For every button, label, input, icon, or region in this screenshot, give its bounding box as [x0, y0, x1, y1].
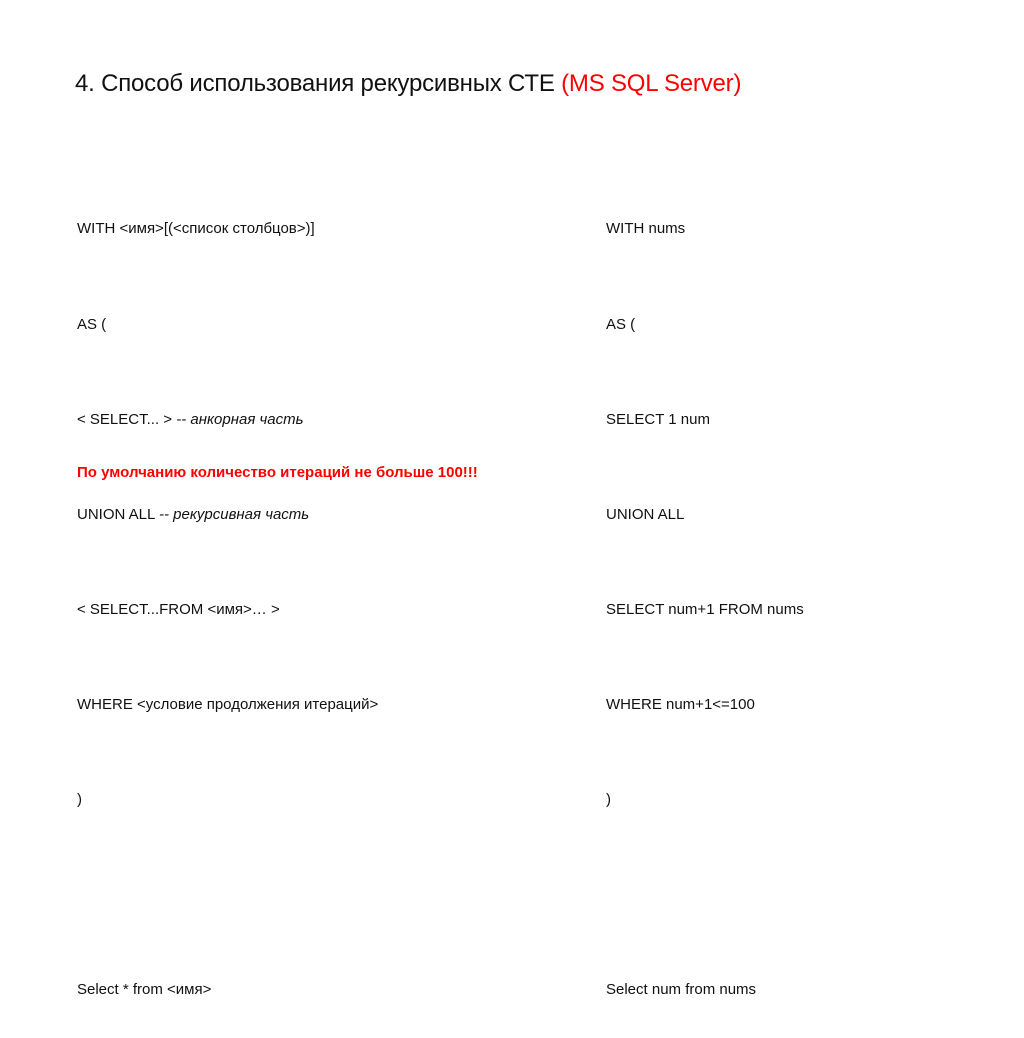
code-line: WHERE <условие продолжения итераций>	[77, 695, 379, 713]
code-line: Select * from <имя>	[77, 981, 212, 999]
anchor-comment: -- анкорная часть	[176, 410, 304, 428]
title-accent: (MS SQL Server)	[561, 70, 742, 97]
code-text: < SELECT... >	[77, 410, 177, 428]
generic-syntax-block	[77, 150, 378, 1038]
code-text: UNION ALL	[77, 505, 159, 523]
example-code-block	[606, 150, 804, 1038]
code-line: AS (	[77, 315, 107, 333]
code-line: WITH <имя>[(<список столбцов>)]	[77, 220, 315, 238]
title-main: 4. Способ использования рекурсивных СТЕ	[75, 70, 562, 97]
code-line: < SELECT...FROM <имя>… >	[77, 600, 280, 618]
code-line	[77, 499, 378, 531]
code-line: WHERE num+1<=100	[606, 695, 755, 713]
blank-line	[77, 879, 378, 911]
iteration-limit-note: По умолчанию количество итераций не больше 100!!!	[77, 464, 478, 481]
code-line: UNION ALL	[606, 505, 685, 523]
blank-line	[606, 879, 804, 911]
code-line: SELECT num+1 FROM nums	[606, 600, 804, 618]
recursive-comment: -- рекурсивная часть	[158, 505, 310, 523]
code-line: )	[77, 790, 82, 808]
code-line	[77, 404, 378, 436]
slide-title	[75, 70, 741, 98]
code-line: AS (	[606, 315, 636, 333]
code-line: WITH nums	[606, 220, 686, 238]
code-line: Select num from nums	[606, 981, 757, 999]
code-line: )	[606, 790, 611, 808]
code-line: SELECT 1 num	[606, 410, 710, 428]
